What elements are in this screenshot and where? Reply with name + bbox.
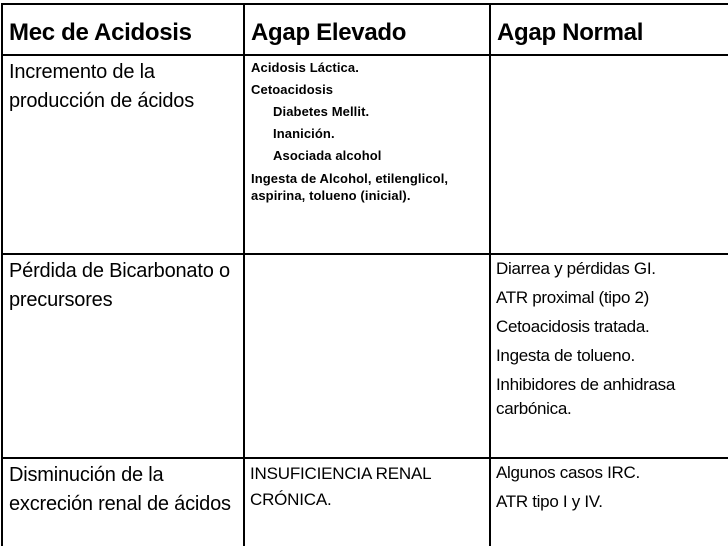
agap-normal-list (491, 255, 728, 421)
list-item: Inhibidores de anhidrasa carbónica. (496, 375, 675, 418)
cell-agap-normal (490, 55, 728, 254)
list-item: Cetoacidosis (251, 82, 334, 97)
list-item: ATR tipo I y IV. (496, 492, 603, 511)
agap-high-list (245, 56, 489, 204)
table-header-row (2, 4, 728, 55)
cell-mechanism (2, 458, 244, 546)
agap-high-text (245, 255, 489, 257)
acidosis-table (1, 3, 728, 546)
cell-agap-normal (490, 458, 728, 546)
list-item: Diarrea y pérdidas GI. (496, 259, 656, 278)
header-cell-mechanism (2, 4, 244, 55)
mechanism-text: Disminución de la excreción renal de ácidos (9, 464, 231, 515)
mechanism-text: Incremento de la producción de ácidos (9, 61, 195, 112)
cell-mechanism (2, 55, 244, 254)
cell-mechanism (2, 254, 244, 458)
list-subitem: Diabetes Mellit. (273, 104, 370, 119)
table-row (2, 458, 728, 546)
mechanism-text: Pérdida de Bicarbonato o precursores (9, 260, 230, 311)
list-subitem: Inanición. (273, 126, 335, 141)
agap-normal-list (491, 459, 728, 514)
list-item: Algunos casos IRC. (496, 463, 640, 482)
list-item: ATR proximal (tipo 2) (496, 288, 650, 307)
header-cell-agap-high (244, 4, 490, 55)
header-mechanism: Mec de Acidosis (9, 19, 192, 46)
list-item: Acidosis Láctica. (251, 60, 359, 75)
cell-agap-high (244, 55, 490, 254)
list-subitem: Asociada alcohol (273, 148, 382, 163)
header-cell-agap-normal (490, 4, 728, 55)
table-row (2, 55, 728, 254)
cell-agap-high (244, 254, 490, 458)
agap-high-text: INSUFICIENCIA RENAL CRÓNICA. (250, 464, 431, 509)
cell-agap-high (244, 458, 490, 546)
agap-normal-text (491, 56, 728, 58)
list-item: Ingesta de Alcohol, etilenglicol, aspirina, tolueno (inicial). (251, 171, 449, 203)
list-item: Ingesta de tolueno. (496, 346, 635, 365)
cell-agap-normal (490, 254, 728, 458)
header-agap-normal: Agap Normal (497, 19, 644, 46)
table-row (2, 254, 728, 458)
list-item: Cetoacidosis tratada. (496, 317, 650, 336)
header-agap-high: Agap Elevado (251, 19, 407, 46)
